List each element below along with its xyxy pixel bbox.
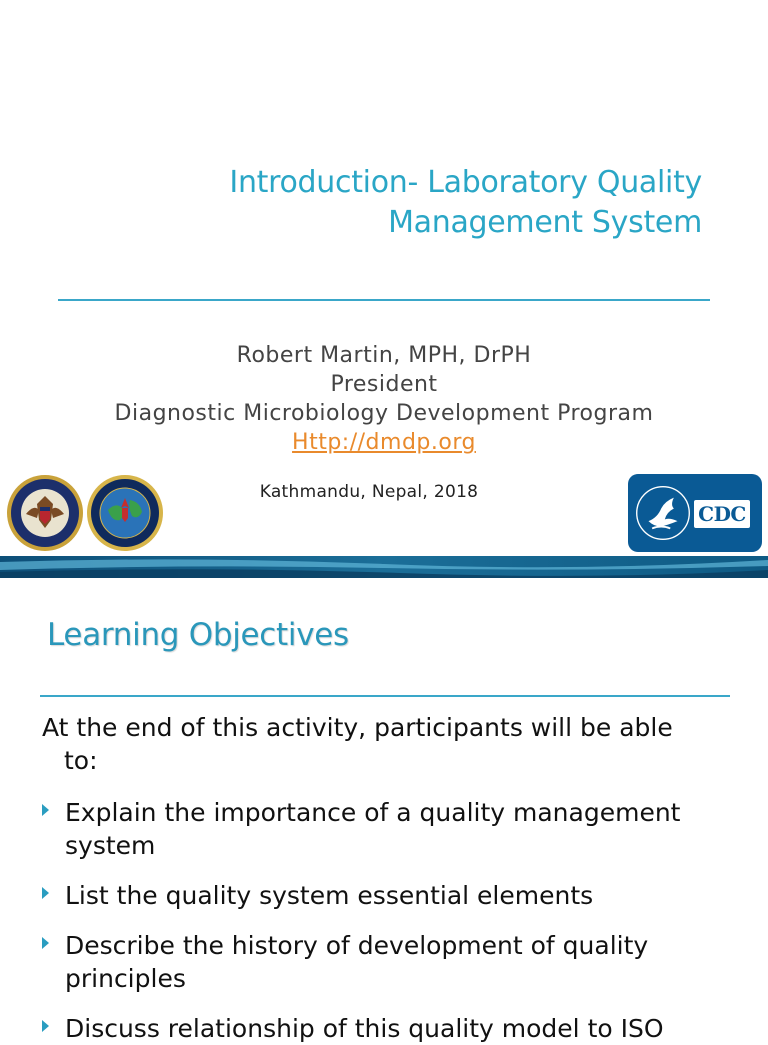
triangle-bullet-icon [42, 887, 49, 899]
triangle-bullet-icon [42, 1020, 49, 1032]
dtra-seal-icon [6, 474, 84, 552]
presentation-title [102, 163, 702, 243]
cdc-text: CDC [694, 500, 750, 528]
list-item [0, 879, 725, 912]
hhs-eagle-icon [634, 480, 692, 546]
cdc-logo [628, 474, 762, 552]
bullet-line-1: Discuss relationship of this quality model to ISO [65, 1014, 664, 1043]
bullet-line-1: Describe the history of development of quality [65, 931, 649, 960]
organization-name: Diagnostic Microbiology Development Program [114, 401, 654, 426]
author-block [0, 341, 768, 457]
location-date: Kathmandu, Nepal, 2018 [259, 482, 479, 502]
stratcom-seal-icon [86, 474, 164, 552]
triangle-bullet-icon [42, 937, 49, 949]
intro-line-2: to: [64, 746, 98, 775]
decorative-wave-band [0, 556, 768, 578]
objectives-divider [40, 695, 730, 697]
triangle-bullet-icon [42, 804, 49, 816]
bullet-line-1: List the quality system essential elements [65, 881, 594, 910]
title-line-1: Introduction- Laboratory Quality [229, 165, 702, 200]
intro-line-1: At the end of this activity, participants will be able [42, 713, 673, 742]
website-link[interactable]: Http://dmdp.org [292, 430, 476, 455]
objectives-list [0, 796, 768, 1045]
title-divider [58, 299, 710, 301]
title-line-2: Management System [388, 205, 702, 240]
bullet-line-1: Explain the importance of a quality management [65, 798, 681, 827]
objectives-intro [42, 711, 732, 777]
list-item [0, 929, 725, 995]
author-role: President [330, 372, 438, 397]
author-name: Robert Martin, MPH, DrPH [236, 343, 532, 368]
list-item [0, 796, 725, 862]
bullet-line-2: principles [65, 964, 186, 993]
objectives-title: Learning Objectives [47, 617, 349, 653]
bullet-line-2: system [65, 831, 156, 860]
list-item [0, 1012, 725, 1045]
